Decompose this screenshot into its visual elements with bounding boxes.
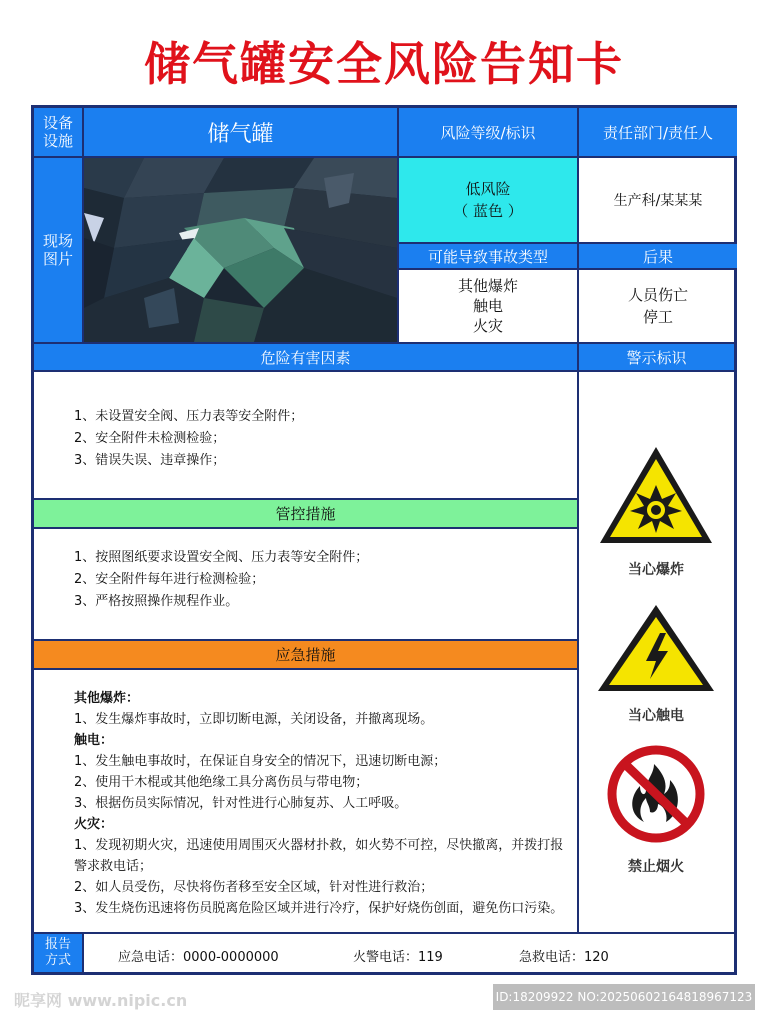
hazard-item: 1、未设置安全阀、压力表等安全附件； (74, 409, 304, 424)
emergency-item: 2、使用干木棍或其他绝缘工具分离伤员与带电物； (74, 775, 369, 790)
responsible-value: 生产科/某某某 (613, 193, 703, 209)
divider (399, 268, 734, 270)
storage-tank-photo (84, 158, 397, 342)
accident-type: 火灾 (472, 317, 503, 335)
report-label: 报告方式 (34, 934, 82, 972)
accident-type: 触电 (472, 297, 503, 315)
emergency-item: 1、发生爆炸事故时，立即切断电源，关闭设备，并撤离现场。 (74, 712, 434, 727)
sign-caption: 当心爆炸 (628, 562, 684, 578)
divider (577, 108, 579, 344)
control-list (74, 547, 564, 613)
divider (577, 344, 579, 934)
divider (399, 242, 734, 244)
emergency-explosion-title: 其他爆炸： (74, 691, 140, 706)
explosion-warning-icon (596, 443, 716, 549)
divider (34, 668, 577, 670)
control-item: 2、安全附件每年进行检测检验； (74, 572, 265, 587)
emergency-item: 3、根据伤员实际情况，针对性进行心肺复苏、人工呼吸。 (74, 796, 408, 811)
watermark-left: 昵享网 www.nipic.cn (14, 991, 188, 1010)
no-fire-icon (596, 744, 716, 844)
risk-level-header: 风险等级/标识 (399, 108, 577, 156)
watermark-right: ID:18209922 NO:20250602164818967123 (495, 990, 753, 1004)
risk-card (31, 105, 737, 975)
ambulance-phone: 急救电话：120 (519, 950, 609, 965)
electric-shock-warning-icon (596, 603, 716, 695)
sign-no-fire (596, 744, 716, 876)
control-header: 管控措施 (34, 500, 577, 527)
accident-type-header: 可能导致事故类型 (399, 244, 577, 268)
divider (82, 934, 84, 972)
equipment-name: 储气罐 (84, 108, 397, 156)
site-photo-label: 现场图片 (34, 158, 82, 342)
warning-header: 警示标识 (579, 344, 734, 370)
divider (34, 527, 577, 529)
risk-level-color: （ 蓝色 ） (453, 202, 523, 220)
hazard-header: 危险有害因素 (34, 344, 577, 370)
emergency-item: 2、如人员受伤，尽快将伤者移至安全区域，针对性进行救治； (74, 880, 434, 895)
emergency-header: 应急措施 (34, 641, 577, 668)
control-item: 1、按照图纸要求设置安全阀、压力表等安全附件； (74, 550, 369, 565)
accident-type: 其他爆炸 (457, 277, 518, 295)
consequence: 停工 (642, 308, 673, 326)
emergency-item: 1、发现初期火灾，迅速使用周围灭火器材扑救，如火势不可控，尽快撤离，并拨打报警求救电话； (74, 838, 564, 874)
divider (82, 108, 84, 344)
emergency-phone: 应急电话：0000-0000000 (118, 950, 279, 965)
fire-phone: 火警电话：119 (353, 950, 443, 965)
risk-level-badge (399, 158, 577, 242)
emergency-list (74, 688, 570, 919)
sign-electric (596, 603, 716, 725)
hazard-item: 3、错误失误、违章操作； (74, 453, 226, 468)
divider (34, 932, 734, 934)
emergency-electric-title: 触电： (74, 733, 114, 748)
hazard-item: 2、安全附件未检测检验； (74, 431, 226, 446)
divider (34, 370, 734, 372)
accident-types (399, 270, 577, 342)
sign-caption: 当心触电 (628, 708, 684, 724)
emergency-item: 1、发生触电事故时，在保证自身安全的情况下，迅速切断电源； (74, 754, 447, 769)
emergency-fire-title: 火灾： (74, 817, 114, 832)
responsible-header: 责任部门/责任人 (579, 108, 737, 156)
divider (397, 108, 399, 344)
site-photo (84, 158, 397, 342)
page-title: 储气罐安全风险告知卡 (144, 37, 624, 91)
consequence-header: 后果 (579, 244, 737, 268)
control-item: 3、严格按照操作规程作业。 (74, 594, 239, 609)
equipment-label: 设备设施 (34, 108, 82, 156)
hazard-list (74, 406, 564, 472)
risk-level-text: 低风险 (465, 180, 511, 198)
watermark-right-bar (493, 984, 755, 1010)
sign-caption: 禁止烟火 (628, 859, 684, 875)
consequence: 人员伤亡 (627, 286, 688, 304)
divider (34, 156, 734, 158)
emergency-item: 3、发生烧伤迅速将伤员脱离危险区域并进行冷疗，保护好烧伤创面，避免伤口污染。 (74, 901, 564, 916)
sign-explosion (596, 443, 716, 579)
consequences (579, 270, 737, 342)
